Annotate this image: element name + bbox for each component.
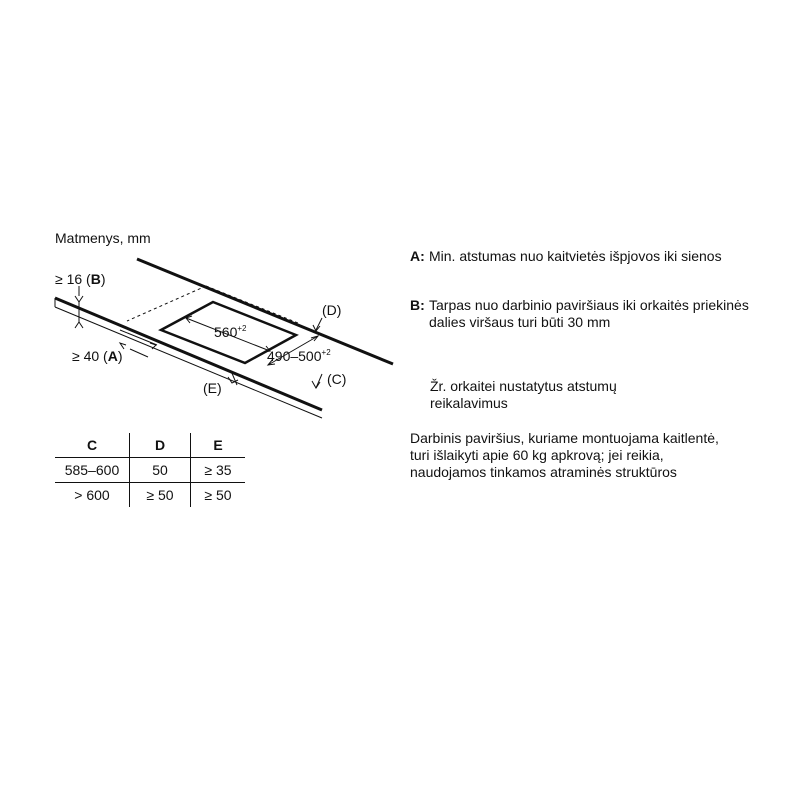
legend-key: A: xyxy=(410,248,425,264)
legend-key: B: xyxy=(410,297,425,313)
label-e: (E) xyxy=(203,380,222,396)
table-cell: ≥ 50 xyxy=(191,483,246,508)
label-d: (D) xyxy=(322,302,342,318)
label-c: (C) xyxy=(327,371,347,387)
width-dimension: $560^{+2}$ xyxy=(214,324,247,340)
table-cell: 585–600 xyxy=(55,458,130,483)
table-cell: ≥ 35 xyxy=(191,458,246,483)
legend-text: Min. atstumas nuo kaitvietės išpjovos iki sienos xyxy=(429,248,722,264)
table-cell: > 600 xyxy=(74,487,110,503)
legend-surface: Darbinis paviršius, kuriame montuojama kaitlentė, turi išlaikyti apie 60 kg apkrovą; jei reikia, naudojamos tinkamos atraminės struktūros xyxy=(410,430,719,480)
table-cell: 50 xyxy=(130,458,191,483)
arrowhead xyxy=(75,296,83,302)
table-header: E xyxy=(191,433,246,458)
legend-text: Tarpas nuo darbinio paviršiaus iki orkaitės priekinės dalies viršaus turi būti 30 mm xyxy=(429,297,749,330)
legend-b xyxy=(410,297,769,331)
oven-outline xyxy=(127,286,206,321)
table-header: D xyxy=(130,433,191,458)
table-header: C xyxy=(55,433,130,458)
table-cell: ≥ 50 xyxy=(130,483,191,508)
dim-a-ext xyxy=(130,349,148,357)
label-a: ≥ 40 (A) xyxy=(72,348,123,364)
legend-a xyxy=(410,248,774,265)
table-header-row xyxy=(55,433,245,458)
table-row xyxy=(55,483,245,508)
leader-d xyxy=(316,318,322,330)
table-row xyxy=(55,458,245,483)
page-title: Matmenys, mm xyxy=(55,230,151,246)
legend-note: Žr. orkaitei nustatytus atstumų reikalavimus xyxy=(430,378,617,411)
depth-dimension: $490-500^{+2}$ xyxy=(267,348,331,364)
label-b: ≥ 16 (B) xyxy=(55,271,106,287)
arrowhead xyxy=(75,322,83,328)
dimension-table xyxy=(55,433,245,507)
